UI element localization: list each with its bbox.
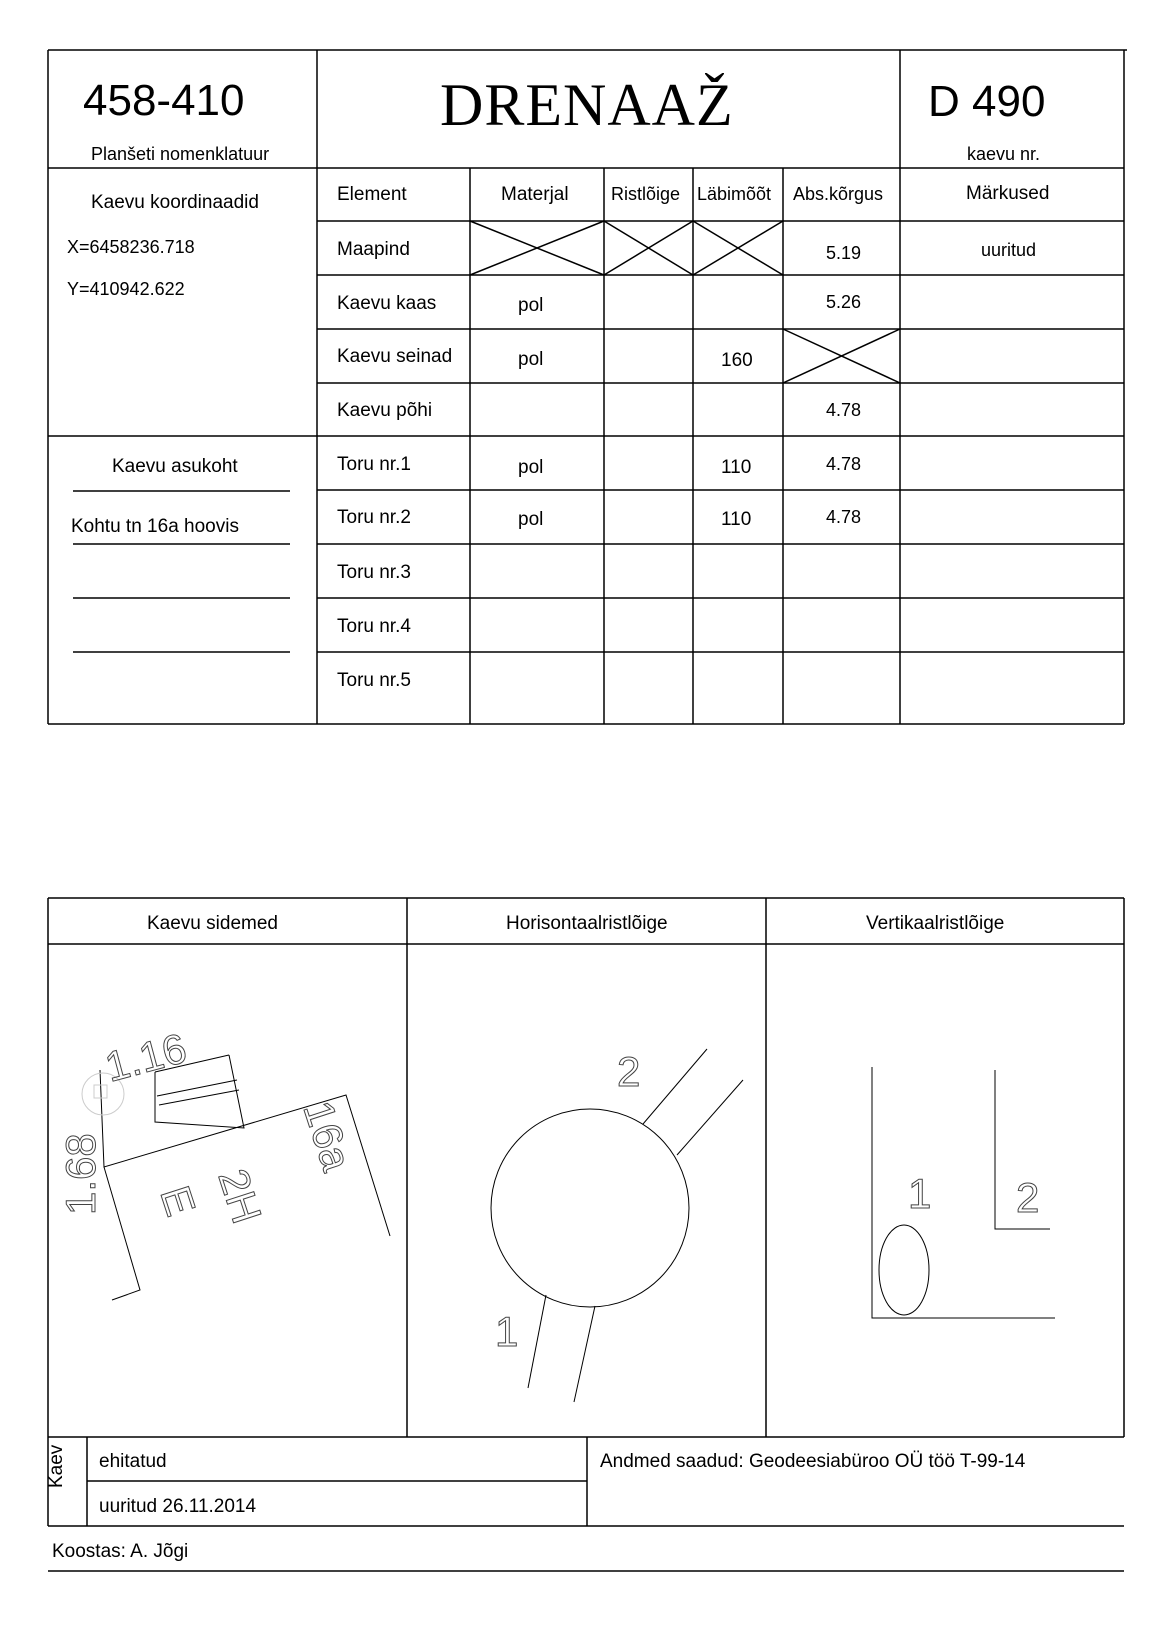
ties-dim-left: 1.68	[57, 1133, 104, 1215]
coordinate-y: Y=410942.622	[67, 279, 185, 299]
footer-vertical-label: Kaev	[46, 1444, 67, 1488]
sheet-number-label: Planšeti nomenklatuur	[91, 144, 270, 164]
well-number-label: kaevu nr.	[967, 144, 1041, 164]
vertical-pipe-1: 1	[908, 1170, 932, 1217]
row-material-6: pol	[518, 509, 544, 530]
col-header-elevation: Abs.kõrgus	[793, 184, 884, 204]
ties-dim-top: 1.16	[100, 1024, 192, 1091]
well-number: D 490	[928, 77, 1046, 126]
row-element-1: Maapind	[337, 239, 410, 260]
ties-building-label: 16a	[294, 1095, 361, 1177]
col-header-element: Element	[337, 184, 407, 205]
page-title: DRENAAŽ	[440, 72, 734, 138]
vertical-pipe-2: 2	[1016, 1174, 1040, 1221]
row-notes-1: uuritud	[981, 240, 1037, 260]
row-element-7: Toru nr.3	[337, 562, 411, 583]
row-material-2: pol	[518, 295, 544, 316]
row-element-6: Toru nr.2	[337, 507, 411, 528]
horizontal-section-sketch	[491, 1049, 743, 1402]
footer-built: ehitatud	[99, 1451, 167, 1472]
row-elevation-5: 4.78	[826, 454, 862, 474]
col-header-section: Ristlõige	[611, 184, 681, 204]
vertical-section-header: Vertikaalristlõige	[866, 913, 1005, 934]
row-elevation-2: 5.26	[826, 292, 862, 312]
location-label: Kaevu asukoht	[112, 456, 238, 477]
row-element-4: Kaevu põhi	[337, 400, 433, 421]
sheet-number: 458-410	[83, 76, 245, 125]
ties-building-extra: E	[151, 1180, 205, 1222]
col-header-material: Materjal	[501, 184, 569, 205]
row-elevation-4: 4.78	[826, 400, 862, 420]
footer-source: Andmed saadud: Geodeesiabüroo OÜ töö T-99-14	[600, 1451, 1026, 1472]
row-element-5: Toru nr.1	[337, 454, 411, 475]
col-header-notes: Märkused	[966, 183, 1050, 204]
footer-surveyed: uuritud 26.11.2014	[99, 1496, 257, 1517]
coordinate-x: X=6458236.718	[67, 237, 195, 257]
ties-building-type: 2H	[209, 1163, 271, 1229]
row-elevation-1: 5.19	[826, 243, 862, 263]
location-line-1: Kohtu tn 16a hoovis	[71, 516, 239, 537]
row-material-5: pol	[518, 457, 544, 478]
footer-author: Koostas: A. Jõgi	[52, 1541, 189, 1562]
horizontal-pipe-2: 2	[617, 1048, 641, 1095]
row-material-3: pol	[518, 349, 544, 370]
row-elevation-6: 4.78	[826, 507, 862, 527]
row-element-8: Toru nr.4	[337, 616, 411, 637]
row-diameter-6: 110	[721, 509, 752, 530]
coordinates-label: Kaevu koordinaadid	[91, 192, 259, 213]
row-element-3: Kaevu seinad	[337, 346, 453, 367]
row-element-2: Kaevu kaas	[337, 293, 437, 314]
row-element-9: Toru nr.5	[337, 670, 411, 691]
horizontal-section-header: Horisontaalristlõige	[506, 913, 668, 934]
ties-header: Kaevu sidemed	[147, 913, 278, 934]
row-diameter-3: 160	[721, 350, 753, 371]
row-diameter-5: 110	[721, 457, 752, 478]
well-circle	[491, 1109, 689, 1307]
col-header-diameter: Läbimõõt	[697, 184, 772, 204]
horizontal-pipe-1: 1	[495, 1308, 519, 1355]
